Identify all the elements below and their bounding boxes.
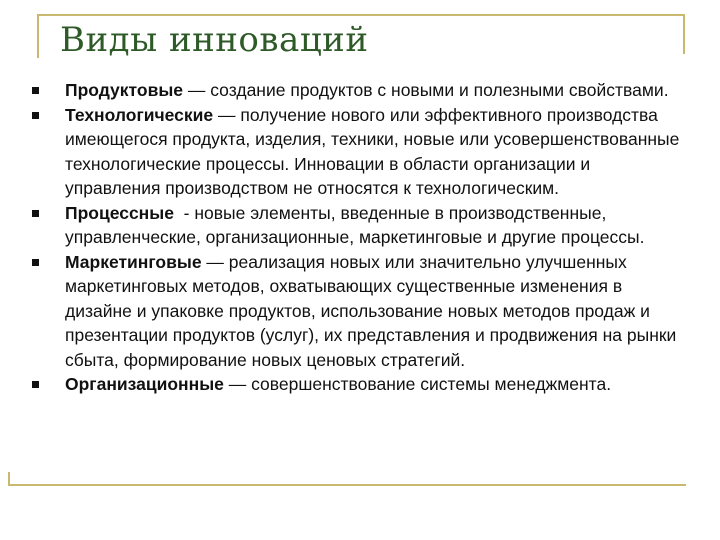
- list-item-product: [30, 78, 680, 103]
- item-description: — реализация новых или значительно улучшенных маркетинговых методов, охватывающих существенные изменения в дизайне и упаковке продуктов, использование новых методов продаж и презентации продуктов (услуг), их представления и продвижения на рынки сбыта, формирование новых ценовых стратегий.: [65, 251, 677, 370]
- item-description: - новые элементы, введенные в производственные, управленческие, организационные, маркетинговые и другие процессы.: [65, 202, 645, 247]
- frame-line-top-right: [683, 14, 685, 54]
- item-term: Технологические: [65, 104, 214, 125]
- frame-line-bottom: [8, 484, 686, 486]
- square-bullet-icon: [32, 112, 39, 119]
- item-term: Продуктовые: [65, 80, 184, 100]
- frame-line-bottom-left: [8, 472, 10, 486]
- innovation-types-list: [30, 78, 680, 397]
- item-description: — получение нового или эффективного производства имеющегося продукта, изделия, техники, новые или усовершенствованные технологические процессы. Инновации в области организации и управления производством не относятся к технологическим.: [65, 104, 680, 198]
- item-description: — совершенствование системы менеджмента.: [223, 374, 612, 394]
- item-term: Процессные: [65, 202, 174, 223]
- square-bullet-icon: [32, 210, 39, 217]
- list-item-technological: [30, 103, 680, 201]
- item-description: — создание продуктов с новыми и полезными свойствами.: [183, 80, 669, 100]
- list-item-organizational: [30, 372, 680, 397]
- frame-line-left: [37, 14, 39, 58]
- square-bullet-icon: [32, 259, 39, 266]
- square-bullet-icon: [32, 381, 39, 388]
- frame-line-top: [37, 14, 685, 16]
- item-term: Организационные: [65, 374, 224, 394]
- slide-title: Виды инноваций: [60, 20, 369, 60]
- list-item-process: [30, 201, 680, 250]
- square-bullet-icon: [32, 87, 39, 94]
- item-term: Маркетинговые: [65, 251, 202, 272]
- list-item-marketing: [30, 250, 680, 373]
